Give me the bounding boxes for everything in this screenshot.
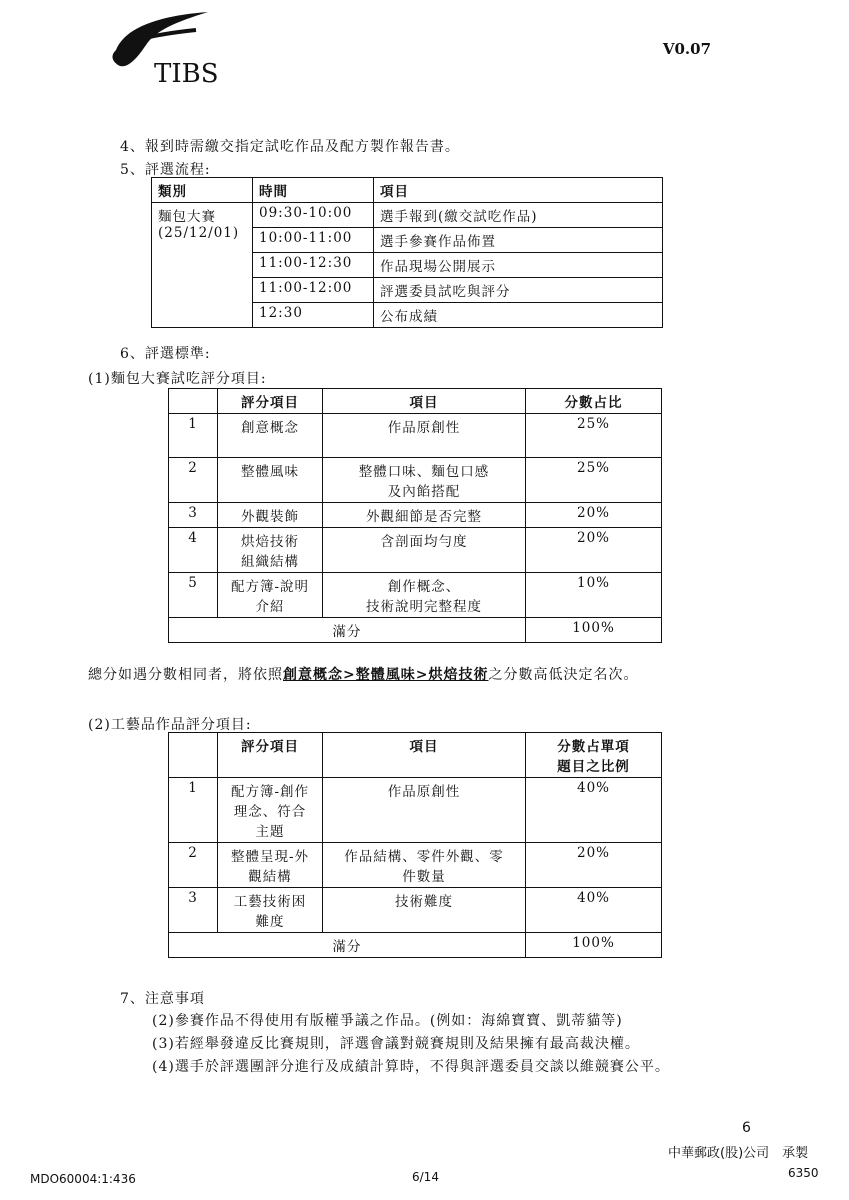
total-label: 滿分: [169, 933, 526, 958]
total-score: 100%: [526, 618, 662, 643]
criterion-line: 整體呈現-外: [230, 849, 310, 865]
logo-text: TIBS: [154, 59, 219, 89]
criterion-desc: [323, 573, 526, 618]
table-cell: [169, 733, 218, 778]
criterion-name: [218, 458, 323, 503]
schedule-time: 11:00-12:30: [253, 253, 374, 278]
schedule-time: 10:00-11:00: [253, 228, 374, 253]
craft-header-item: 項目: [323, 733, 526, 778]
criterion-desc: [323, 414, 526, 458]
criterion-line: 主題: [255, 824, 285, 840]
criterion-score: 20%: [526, 528, 662, 573]
total-label: 滿分: [169, 618, 526, 643]
schedule-time: 12:30: [253, 303, 374, 328]
note-item: (3)若經舉發違反比賽規則，評選會議對競賽規則及結果擁有最高裁決權。: [152, 1036, 640, 1052]
schedule-item: 作品現場公開展示: [374, 253, 663, 278]
schedule-item: 選手參賽作品佈置: [374, 228, 663, 253]
table-row: [169, 778, 662, 843]
item-5-heading: 5、評選流程:: [120, 162, 211, 178]
criterion-line: 觀結構: [248, 869, 292, 885]
bread-header-item: 項目: [323, 389, 526, 414]
total-score: 100%: [526, 933, 662, 958]
bread-score-table: [168, 388, 662, 643]
criterion-line: 組織結構: [241, 554, 299, 570]
schedule-category: [152, 203, 253, 328]
criterion-line: 創意概念: [241, 420, 299, 436]
criterion-score: 25%: [526, 458, 662, 503]
schedule-item: 公布成績: [374, 303, 663, 328]
row-number: 2: [169, 458, 218, 503]
row-number: 2: [169, 843, 218, 888]
page-of: 6/14: [412, 1170, 439, 1184]
craft-header-score-line: 分數占單項: [557, 739, 630, 755]
criterion-line: 理念、符合: [233, 804, 307, 820]
schedule-time: 11:00-12:00: [253, 278, 374, 303]
table-row: [169, 528, 662, 573]
row-number: 1: [169, 778, 218, 843]
schedule-header-time: 時間: [253, 178, 374, 203]
row-number: 4: [169, 528, 218, 573]
doc-code: MDO60004:1:436: [30, 1172, 136, 1186]
schedule-category-name: 麵包大賽: [158, 209, 216, 225]
table-row: [169, 888, 662, 933]
criterion-line: 介紹: [255, 599, 285, 615]
desc-line: 作品結構、零件外觀、零: [344, 849, 504, 865]
item-6-heading: 6、評選標準:: [120, 346, 211, 362]
table-row: [152, 203, 663, 228]
item-4-text: 4、報到時需繳交指定試吃作品及配方製作報告書。: [120, 139, 460, 155]
row-number: 3: [169, 888, 218, 933]
criterion-name: [218, 778, 323, 843]
desc-line: 件數量: [402, 869, 446, 885]
table-row: [152, 178, 663, 203]
schedule-header-item: 項目: [374, 178, 663, 203]
schedule-table: [151, 177, 663, 328]
tiebreak-prefix: 總分如遇分數相同者，將依照: [88, 667, 283, 683]
version-label: V0.07: [662, 40, 711, 58]
criterion-name: [218, 528, 323, 573]
bread-table-title: (1)麵包大賽試吃評分項目:: [88, 371, 267, 387]
criterion-score: 10%: [526, 573, 662, 618]
criterion-name: [218, 888, 323, 933]
criterion-desc: [323, 843, 526, 888]
schedule-time: 09:30-10:00: [253, 203, 374, 228]
row-number: 1: [169, 414, 218, 458]
criterion-line: 配方簿-說明: [230, 579, 310, 595]
criterion-line: 難度: [255, 914, 285, 930]
table-cell: [169, 389, 218, 414]
maker-label: 中華郵政(股)公司 承製: [668, 1146, 809, 1161]
desc-line: 整體口味、麵包口感: [358, 464, 490, 480]
tiebreak-suffix: 之分數高低決定名次。: [488, 667, 639, 683]
tibs-logo-icon: [96, 10, 236, 90]
criterion-desc: [323, 778, 526, 843]
note-item: (2)參賽作品不得使用有版權爭議之作品。(例如：海綿寶寶、凱蒂貓等): [152, 1013, 623, 1029]
row-number: 5: [169, 573, 218, 618]
criterion-score: 40%: [526, 888, 662, 933]
row-number: 3: [169, 503, 218, 528]
bread-header-criterion: 評分項目: [218, 389, 323, 414]
tibs-logo: [96, 10, 236, 90]
desc-line: 創作概念、: [387, 579, 461, 595]
page-number: 6: [742, 1120, 751, 1136]
table-row: [169, 733, 662, 778]
desc-line: 含剖面均勻度: [380, 534, 468, 550]
table-row: [169, 843, 662, 888]
criterion-name: [218, 503, 323, 528]
tiebreak-emphasis: 創意概念>整體風味>烘焙技術: [283, 667, 489, 683]
table-row: [169, 573, 662, 618]
table-row: [169, 458, 662, 503]
criterion-score: 40%: [526, 778, 662, 843]
criterion-line: 烘焙技術: [241, 534, 299, 550]
table-row: [169, 933, 662, 958]
desc-line: 及內餡搭配: [387, 484, 461, 500]
craft-header-score: [526, 733, 662, 778]
criterion-desc: [323, 458, 526, 503]
desc-line: 作品原創性: [387, 420, 461, 436]
criterion-line: 工藝技術困: [233, 894, 307, 910]
schedule-category-date: (25/12/01): [158, 225, 240, 241]
note-item: (4)選手於評選團評分進行及成績計算時，不得與評選委員交談以維競賽公平。: [152, 1059, 670, 1075]
criterion-name: [218, 414, 323, 458]
craft-header-score-line: 題目之比例: [557, 759, 630, 775]
criterion-line: 配方簿-創作: [230, 784, 310, 800]
item-7-heading: 7、注意事項: [120, 991, 205, 1007]
table-row: [169, 389, 662, 414]
bread-header-score: 分數占比: [526, 389, 662, 414]
craft-score-table: [168, 732, 662, 958]
criterion-desc: [323, 503, 526, 528]
criterion-score: 20%: [526, 503, 662, 528]
criterion-score: 20%: [526, 843, 662, 888]
schedule-header-category: 類別: [152, 178, 253, 203]
schedule-item: 評選委員試吃與評分: [374, 278, 663, 303]
table-row: [169, 618, 662, 643]
criterion-name: [218, 843, 323, 888]
table-row: [169, 414, 662, 458]
criterion-line: 整體風味: [241, 464, 299, 480]
tiebreak-rule: [88, 664, 638, 684]
craft-header-criterion: 評分項目: [218, 733, 323, 778]
print-code: 6350: [788, 1166, 819, 1180]
criterion-score: 25%: [526, 414, 662, 458]
desc-line: 作品原創性: [387, 784, 461, 800]
criterion-desc: [323, 888, 526, 933]
desc-line: 外觀細節是否完整: [366, 509, 482, 525]
schedule-item: 選手報到(繳交試吃作品): [374, 203, 663, 228]
desc-line: 技術難度: [395, 894, 453, 910]
table-row: [169, 503, 662, 528]
craft-table-title: (2)工藝品作品評分項目:: [88, 717, 252, 733]
desc-line: 技術說明完整程度: [366, 599, 482, 615]
criterion-name: [218, 573, 323, 618]
criterion-desc: [323, 528, 526, 573]
criterion-line: 外觀裝飾: [241, 509, 299, 525]
